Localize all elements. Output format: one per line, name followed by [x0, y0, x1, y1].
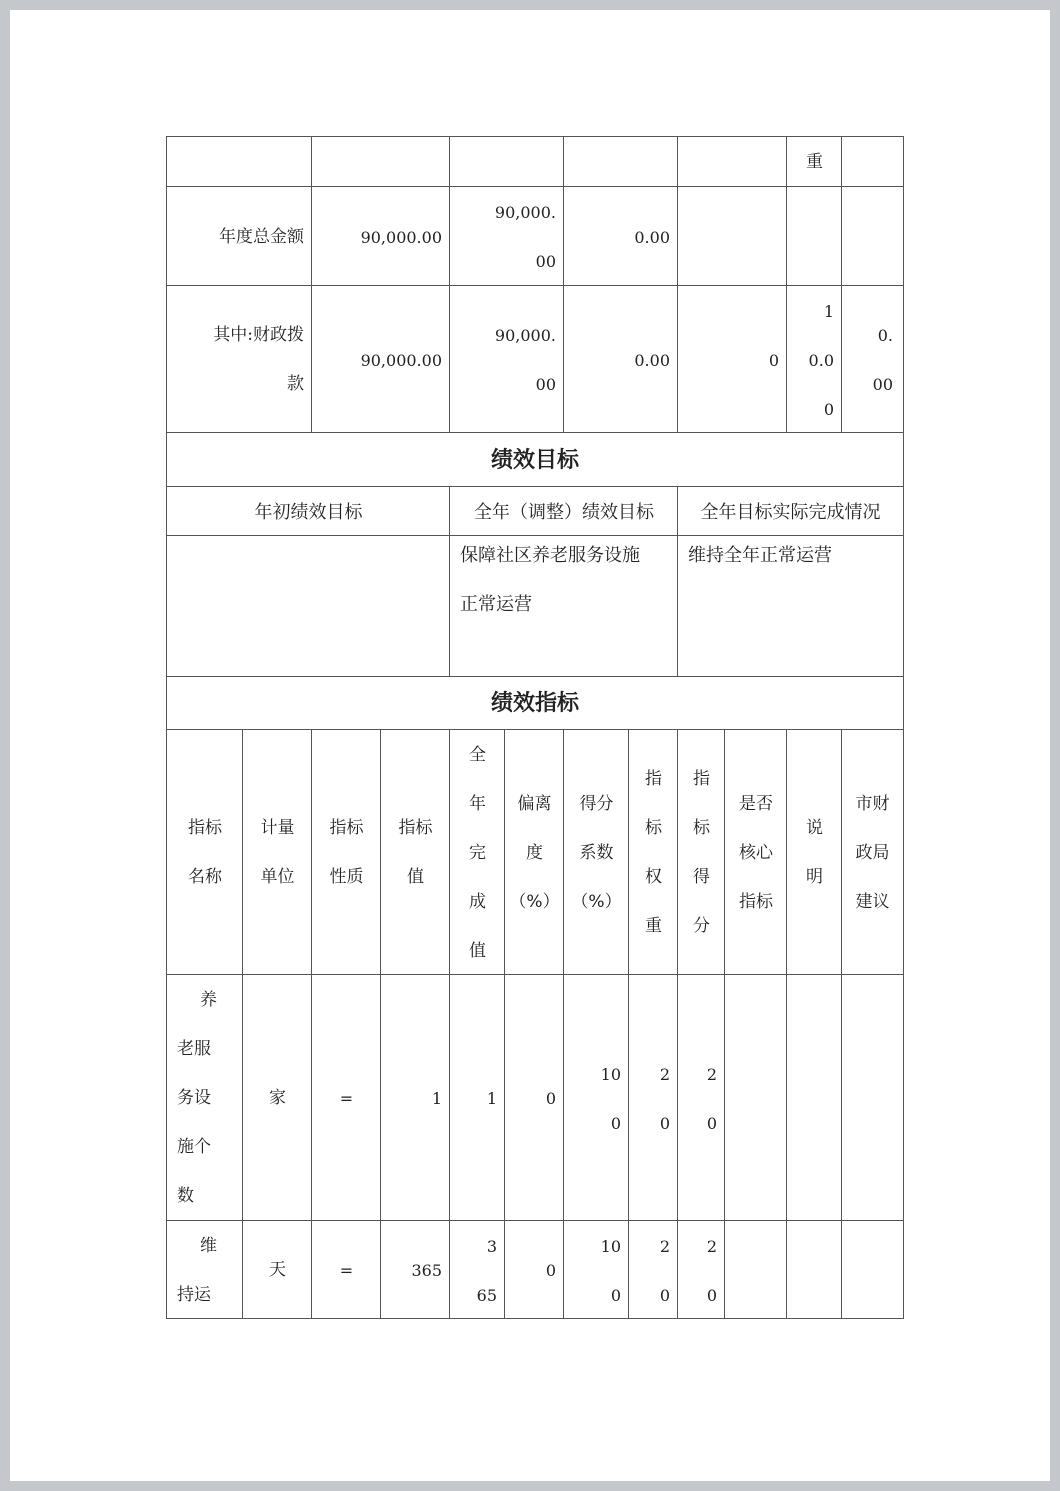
budget-executed-amount [563, 186, 678, 286]
row-label: 年度总金额 [219, 226, 304, 247]
indicator-name: 数 [177, 1186, 194, 1206]
weight-value: 0 [823, 399, 834, 419]
weight-value: 2 [659, 1064, 670, 1084]
score-value: 2 [706, 1236, 717, 1256]
budget-header-cell [786, 136, 842, 187]
adjusted-amount: 00 [535, 375, 556, 394]
unit-cell [242, 1220, 312, 1319]
adjusted-amount: 00 [535, 252, 556, 271]
actual-completion-cell [677, 535, 904, 677]
header-score-coefficient [563, 729, 629, 975]
header-is-core-label: 核心 [739, 842, 773, 863]
advice-cell [841, 974, 904, 1221]
header-deviation-label: 度 [526, 842, 543, 863]
weight-value: 0 [659, 1285, 670, 1305]
header-indicator-weight-label: 指 [645, 769, 662, 789]
coefficient-value: 0 [610, 1113, 621, 1133]
header-target-value-label: 指标 [398, 818, 433, 838]
header-actual-completion-label: 全年目标实际完成情况 [700, 501, 881, 523]
budget-execution-rate [677, 186, 787, 286]
header-unit-label: 计量 [260, 818, 295, 838]
indicator-name: 维 [200, 1235, 217, 1256]
header-finance-advice-label: 政局 [855, 842, 890, 863]
target-value: 365 [411, 1261, 442, 1280]
weight-value: 2 [659, 1236, 670, 1256]
budget-weight [786, 285, 842, 433]
header-note-label: 明 [806, 867, 823, 887]
budget-header-cell [311, 136, 450, 187]
initial-goal-cell [166, 535, 450, 677]
adjusted-goal-text: 保障社区养老服务设施 [460, 545, 640, 566]
header-nature-label: 指标 [329, 818, 364, 838]
nature-value: = [339, 1089, 354, 1108]
actual-value: 1 [486, 1089, 497, 1108]
advice-cell [841, 1220, 904, 1319]
header-score-coefficient-label: 得分 [579, 793, 614, 814]
target-cell [380, 974, 450, 1221]
indicator-name-cell [166, 974, 243, 1221]
deviation-cell [504, 1220, 564, 1319]
executed-amount: 0.00 [634, 227, 670, 247]
actual-value: 65 [476, 1285, 497, 1305]
score-value: 0 [706, 1285, 717, 1305]
initial-amount: 90,000.00 [360, 350, 442, 370]
header-indicator-weight-label: 权 [645, 867, 662, 887]
budget-row-label [166, 285, 312, 433]
deviation-value: 0 [545, 1089, 556, 1108]
executed-amount: 0.00 [634, 350, 670, 370]
section-title-goals: 绩效目标 [490, 447, 579, 473]
unit-value: 家 [269, 1088, 286, 1108]
header-indicator-name-label: 名称 [188, 867, 222, 887]
header-deviation-label: 偏离 [517, 793, 552, 814]
adjusted-amount: 90,000. [494, 203, 556, 222]
section-title-indicators: 绩效指标 [490, 691, 579, 716]
header-actual-completion [677, 486, 904, 536]
header-annual-actual-label: 全 [469, 744, 486, 765]
header-indicator-score [677, 729, 725, 975]
header-annual-actual [449, 729, 505, 975]
score-value: 00 [872, 375, 893, 394]
header-annual-actual-label: 年 [469, 793, 486, 814]
indicator-name-cell [166, 1220, 243, 1319]
header-indicator-score-label: 指 [693, 769, 710, 789]
header-adjusted-goal [449, 486, 678, 536]
adjusted-amount: 90,000. [494, 326, 556, 345]
coefficient-value: 10 [600, 1064, 621, 1084]
row-label: 其中:财政拨 [213, 325, 304, 345]
header-adjusted-goal-label: 全年（调整）绩效目标 [474, 501, 654, 523]
header-note [786, 729, 842, 975]
core-cell [724, 974, 787, 1221]
header-score-coefficient-label: （%） [571, 891, 622, 912]
header-indicator-score-label: 分 [693, 916, 710, 936]
goals-title [166, 432, 904, 487]
header-indicator-name [166, 729, 243, 975]
indicator-name: 老服 [177, 1039, 211, 1059]
coefficient-value: 10 [600, 1236, 621, 1256]
score-value: 2 [706, 1064, 717, 1084]
target-value: 1 [431, 1089, 442, 1108]
header-indicator-weight-label: 重 [645, 916, 662, 936]
header-initial-goal [166, 486, 450, 536]
budget-header-cell [563, 136, 678, 187]
budget-initial-amount [311, 186, 450, 286]
note-cell [786, 974, 842, 1221]
budget-header-cell [677, 136, 787, 187]
budget-header-cell [841, 136, 904, 187]
coefficient-value: 0 [610, 1285, 621, 1305]
execution-rate: 0 [768, 350, 779, 370]
budget-initial-amount [311, 285, 450, 433]
actual-cell [449, 974, 505, 1221]
indicator-name: 施个 [177, 1137, 211, 1157]
header-indicator-weight-label: 标 [645, 818, 662, 838]
indicators-title [166, 676, 904, 730]
header-indicator-score-label: 得 [693, 867, 710, 887]
note-cell [786, 1220, 842, 1319]
weight-value: 0 [659, 1113, 670, 1133]
row-label: 款 [287, 374, 304, 394]
weight-header-fragment: 重 [806, 152, 823, 172]
header-nature-label: 性质 [329, 867, 364, 887]
nature-cell [311, 1220, 381, 1319]
header-deviation-label: （%） [509, 891, 560, 912]
unit-cell [242, 974, 312, 1221]
header-is-core-label: 指标 [739, 891, 773, 912]
document-page [10, 10, 1050, 1481]
deviation-cell [504, 974, 564, 1221]
weight-cell [628, 974, 678, 1221]
weight-value: 0.0 [808, 350, 834, 370]
budget-row-label [166, 186, 312, 286]
header-indicator-score-label: 标 [693, 818, 710, 838]
score-cell [677, 1220, 725, 1319]
header-annual-actual-label: 成 [469, 891, 486, 912]
header-unit [242, 729, 312, 975]
header-unit-label: 单位 [260, 867, 295, 887]
indicator-name: 务设 [177, 1088, 211, 1108]
header-nature [311, 729, 381, 975]
score-value: 0 [706, 1113, 717, 1133]
nature-cell [311, 974, 381, 1221]
header-is-core [724, 729, 787, 975]
score-value: 0. [877, 326, 893, 345]
header-finance-advice [841, 729, 904, 975]
header-score-coefficient-label: 系数 [579, 842, 614, 863]
header-finance-advice-label: 市财 [855, 793, 890, 814]
header-target-value [380, 729, 450, 975]
target-cell [380, 1220, 450, 1319]
adjusted-goal-cell [449, 535, 678, 677]
coefficient-cell [563, 1220, 629, 1319]
weight-cell [628, 1220, 678, 1319]
header-target-value-label: 值 [407, 867, 424, 887]
budget-score [841, 186, 904, 286]
budget-executed-amount [563, 285, 678, 433]
budget-execution-rate [677, 285, 787, 433]
header-annual-actual-label: 值 [469, 940, 486, 961]
header-initial-goal-label: 年初绩效目标 [254, 501, 363, 523]
actual-completion-text: 维持全年正常运营 [688, 545, 832, 566]
header-note-label: 说 [806, 818, 823, 838]
unit-value: 天 [269, 1260, 286, 1280]
header-finance-advice-label: 建议 [855, 891, 890, 912]
indicator-name: 持运 [177, 1284, 211, 1305]
header-is-core-label: 是否 [739, 793, 773, 814]
indicator-name: 养 [200, 990, 217, 1010]
header-annual-actual-label: 完 [469, 842, 486, 863]
budget-adjusted-amount [449, 285, 564, 433]
budget-score [841, 285, 904, 433]
core-cell [724, 1220, 787, 1319]
actual-value: 3 [486, 1236, 497, 1256]
deviation-value: 0 [545, 1261, 556, 1280]
budget-weight [786, 186, 842, 286]
budget-header-cell [166, 136, 312, 187]
nature-value: = [339, 1261, 354, 1280]
adjusted-goal-text: 正常运营 [460, 594, 532, 615]
header-deviation [504, 729, 564, 975]
initial-amount: 90,000.00 [360, 227, 442, 247]
score-cell [677, 974, 725, 1221]
header-indicator-name-label: 指标 [188, 818, 222, 838]
coefficient-cell [563, 974, 629, 1221]
budget-header-cell [449, 136, 564, 187]
weight-value: 1 [823, 301, 834, 321]
header-indicator-weight [628, 729, 678, 975]
budget-adjusted-amount [449, 186, 564, 286]
actual-cell [449, 1220, 505, 1319]
